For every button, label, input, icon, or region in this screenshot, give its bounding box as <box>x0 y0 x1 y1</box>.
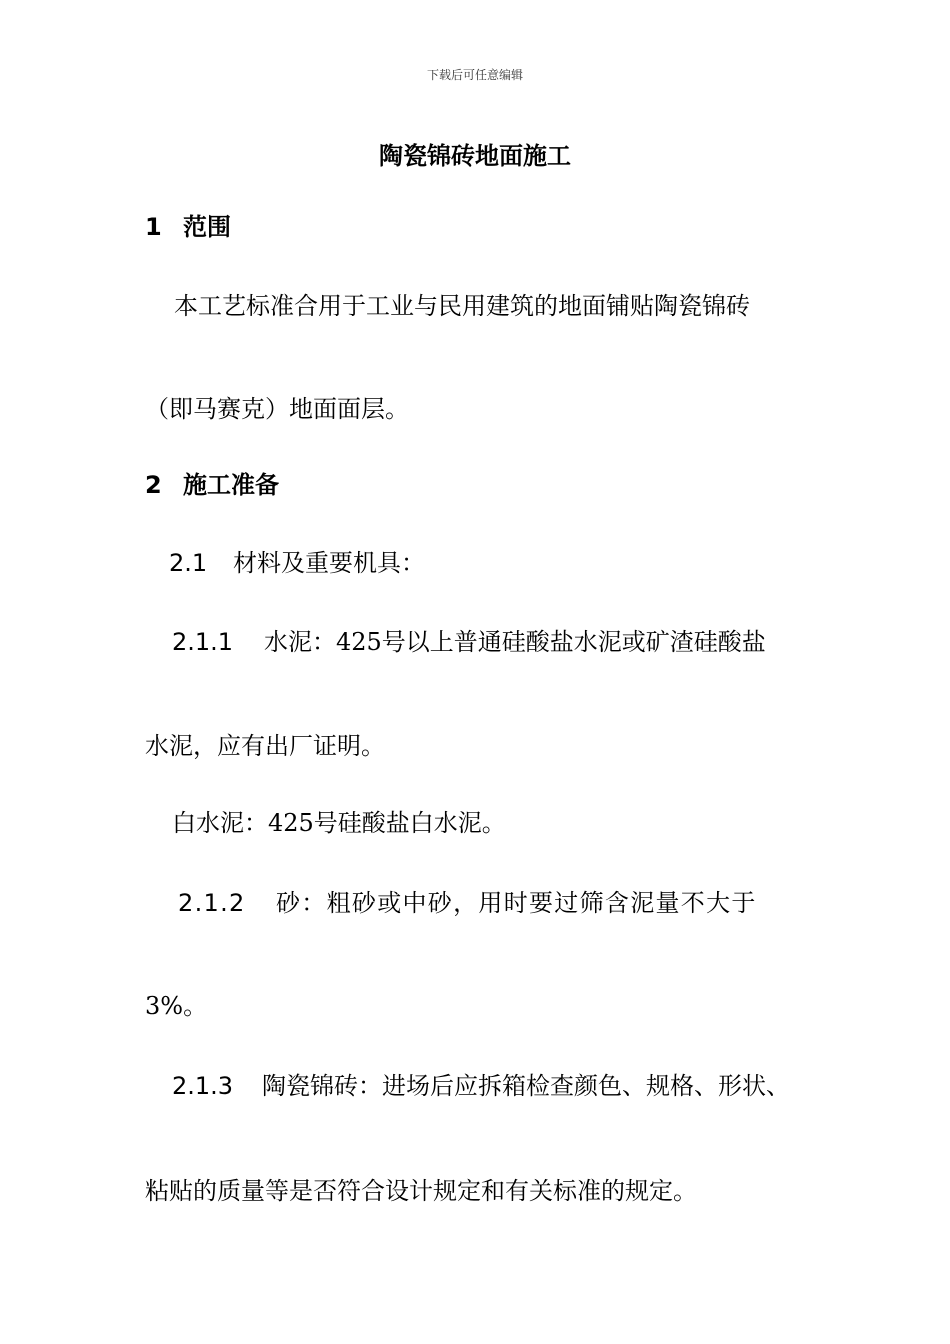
subsection-text: 材料及重要机具： <box>233 549 425 577</box>
subsection-2-1 <box>169 548 425 578</box>
item-number: 2.1.1 <box>172 628 234 656</box>
item-2-1-3-line-2: 粘贴的质量等是否符合设计规定和有关标准的规定。 <box>145 1177 697 1205</box>
item-2-1-2-line-2: 3%。 <box>145 992 208 1020</box>
section-title: 施工准备 <box>183 470 279 499</box>
item-text: 陶瓷锦砖：进场后应拆箱检查颜色、规格、形状、 <box>262 1072 790 1100</box>
item-number: 2.1.2 <box>178 889 246 917</box>
item-text: 水泥：425号以上普通硅酸盐水泥或矿渣硅酸盐 <box>264 628 766 656</box>
section-number: 2 <box>145 471 162 499</box>
document-title: 陶瓷锦砖地面施工 <box>379 141 571 170</box>
scope-line-2: （即马赛克）地面面层。 <box>145 395 409 423</box>
section-2-heading <box>145 470 279 500</box>
section-number: 1 <box>145 213 162 241</box>
section-title: 范围 <box>183 212 231 241</box>
item-2-1-1-line-2: 水泥，应有出厂证明。 <box>145 732 385 760</box>
subsection-number: 2.1 <box>169 549 208 577</box>
white-cement-line: 白水泥：425号硅酸盐白水泥。 <box>172 809 506 837</box>
section-1-heading <box>145 212 231 242</box>
header-note: 下载后可任意编辑 <box>426 68 523 82</box>
item-2-1-1-line-1 <box>172 627 766 657</box>
item-2-1-2-line-1 <box>178 888 757 918</box>
item-2-1-3-line-1 <box>172 1071 790 1101</box>
scope-line-1: 本工艺标准合用于工业与民用建筑的地面铺贴陶瓷锦砖 <box>174 292 750 320</box>
item-text: 砂：粗砂或中砂，用时要过筛含泥量不大于 <box>276 889 757 917</box>
item-number: 2.1.3 <box>172 1072 234 1100</box>
